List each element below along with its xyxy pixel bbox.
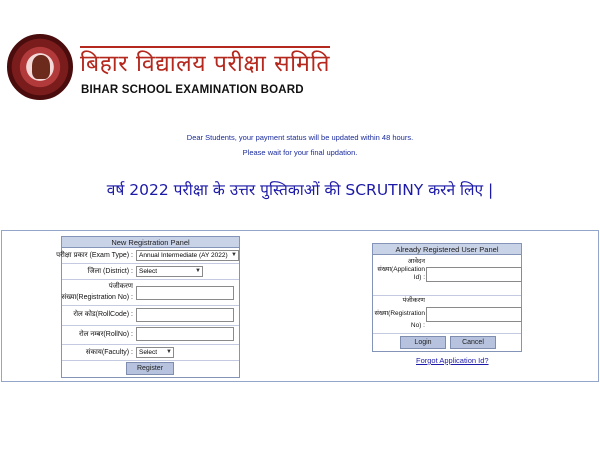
exam-type-value: Annual Intermediate (AY 2022) bbox=[139, 252, 228, 259]
cancel-button[interactable]: Cancel bbox=[450, 336, 496, 349]
application-id-label-hindi: आवेदन bbox=[407, 258, 425, 265]
login-button[interactable]: Login bbox=[400, 336, 446, 349]
reg-no-label-suffix: No) : bbox=[410, 322, 425, 329]
district-label: जिला (District) : bbox=[87, 268, 133, 275]
board-title-english: BIHAR SCHOOL EXAMINATION BOARD bbox=[81, 84, 304, 96]
divider bbox=[62, 325, 239, 326]
reg-no-label: संख्या(Registration bbox=[374, 310, 425, 317]
divider bbox=[62, 279, 239, 280]
registered-user-panel bbox=[372, 243, 522, 352]
payment-notice: Dear Students, your payment status will be updated within 48 hours. bbox=[186, 133, 414, 142]
faculty-label: संकाय(Faculty) : bbox=[85, 349, 133, 356]
forgot-application-id-link[interactable]: Forgot Application Id? bbox=[416, 356, 489, 365]
chevron-down-icon: ▼ bbox=[195, 268, 201, 274]
registered-user-title: Already Registered User Panel bbox=[373, 244, 521, 255]
registration-no-login-input[interactable] bbox=[426, 307, 522, 322]
application-id-input[interactable] bbox=[426, 267, 522, 282]
chevron-down-icon: ▼ bbox=[231, 252, 237, 258]
faculty-value: Select bbox=[139, 349, 158, 356]
divider bbox=[62, 360, 239, 361]
divider bbox=[62, 344, 239, 345]
exam-type-select[interactable] bbox=[136, 250, 239, 261]
faculty-select[interactable] bbox=[136, 347, 174, 358]
registration-no-input[interactable] bbox=[136, 286, 234, 300]
application-id-label-suffix: Id) : bbox=[413, 274, 425, 281]
bseb-logo bbox=[7, 34, 73, 100]
divider bbox=[62, 263, 239, 264]
divider bbox=[62, 305, 239, 306]
register-button[interactable]: Register bbox=[126, 362, 174, 375]
new-registration-title: New Registration Panel bbox=[62, 237, 239, 248]
registration-label: संख्या(Registration No) : bbox=[61, 294, 133, 301]
new-registration-panel bbox=[56, 236, 240, 378]
board-title-hindi: बिहार विद्यालय परीक्षा समिति bbox=[80, 46, 330, 78]
district-value: Select bbox=[139, 268, 158, 275]
rollno-label: रोल नम्बर(RollNo) : bbox=[79, 331, 133, 338]
divider bbox=[373, 295, 521, 296]
scrutiny-heading: वर्ष 2022 परीक्षा के उत्तर पुस्तिकाओं की SCRUTINY करने लिए | bbox=[106, 181, 494, 199]
wait-notice: Please wait for your final updation. bbox=[242, 148, 358, 157]
reg-no-label-hindi: पंजीकरण bbox=[402, 297, 425, 304]
application-id-label: संख्या(Application bbox=[377, 266, 425, 273]
rollcode-input[interactable] bbox=[136, 308, 234, 322]
exam-type-label: परीक्षा प्रकार (Exam Type) : bbox=[56, 252, 133, 259]
district-select[interactable] bbox=[136, 266, 203, 277]
rollno-input[interactable] bbox=[136, 327, 234, 341]
divider bbox=[373, 333, 521, 334]
chevron-down-icon: ▼ bbox=[166, 349, 172, 355]
rollcode-label: रोल कोड(RollCode) : bbox=[73, 311, 133, 318]
registration-label-hindi: पंजीकरण bbox=[108, 283, 133, 290]
